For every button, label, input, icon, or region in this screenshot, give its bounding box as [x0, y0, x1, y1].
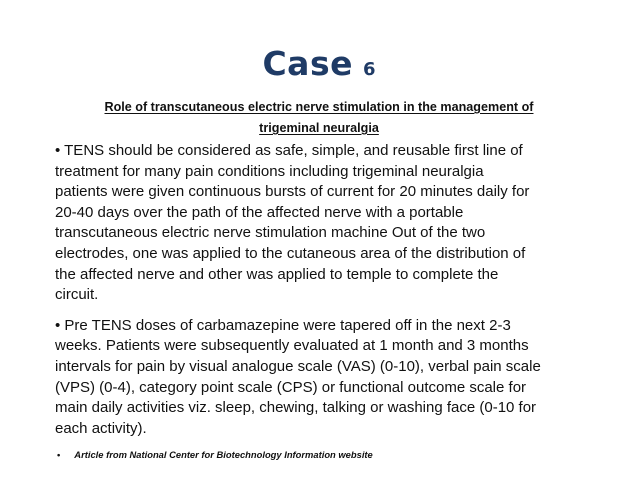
subtitle-line-2-text: trigeminal neuralgia: [259, 121, 379, 135]
subtitle-line-2: [0, 118, 638, 139]
source-note: [57, 449, 373, 461]
title-number: 6: [362, 59, 376, 80]
bullet-item-tens-safety: • TENS should be considered as safe, simple, and reusable first line of treatment for many pain conditions including trigeminal neuralgia patients were given continuous bursts of current for 20 minutes daily for 20-40 days over the path of the affected nerve with a portable transcutaneous electric nerve stimulation machine Out of the two electrodes, one was applied to the cutaneous area of the distribution of the affected nerve and other was applied to temple to complete the circuit.: [55, 142, 530, 304]
title-word: Case: [262, 44, 353, 83]
subtitle-line-1: [0, 97, 638, 118]
bullet-item-carbamazepine-evaluation: • Pre TENS doses of carbamazepine were tapered off in the next 2-3 weeks. Patients were subsequently evaluated at 1 month and 3 months intervals for pain by visual analogue scale (VAS) (0-10), verbal pain scale (VPS) (0-4), category point scale (CPS) or functional outcome scale for main daily activities viz. sleep, chewing, talking or washing face (0-10 for each activity).: [55, 316, 541, 437]
source-text: Article from National Center for Biotechnology Information website: [74, 449, 373, 460]
source-bullet: •: [57, 449, 61, 460]
bullet-list: [55, 141, 585, 439]
slide-title: [0, 44, 638, 83]
slide-subtitle: [0, 97, 638, 139]
subtitle-line-1-text: Role of transcutaneous electric nerve stimulation in the management of: [104, 100, 534, 114]
